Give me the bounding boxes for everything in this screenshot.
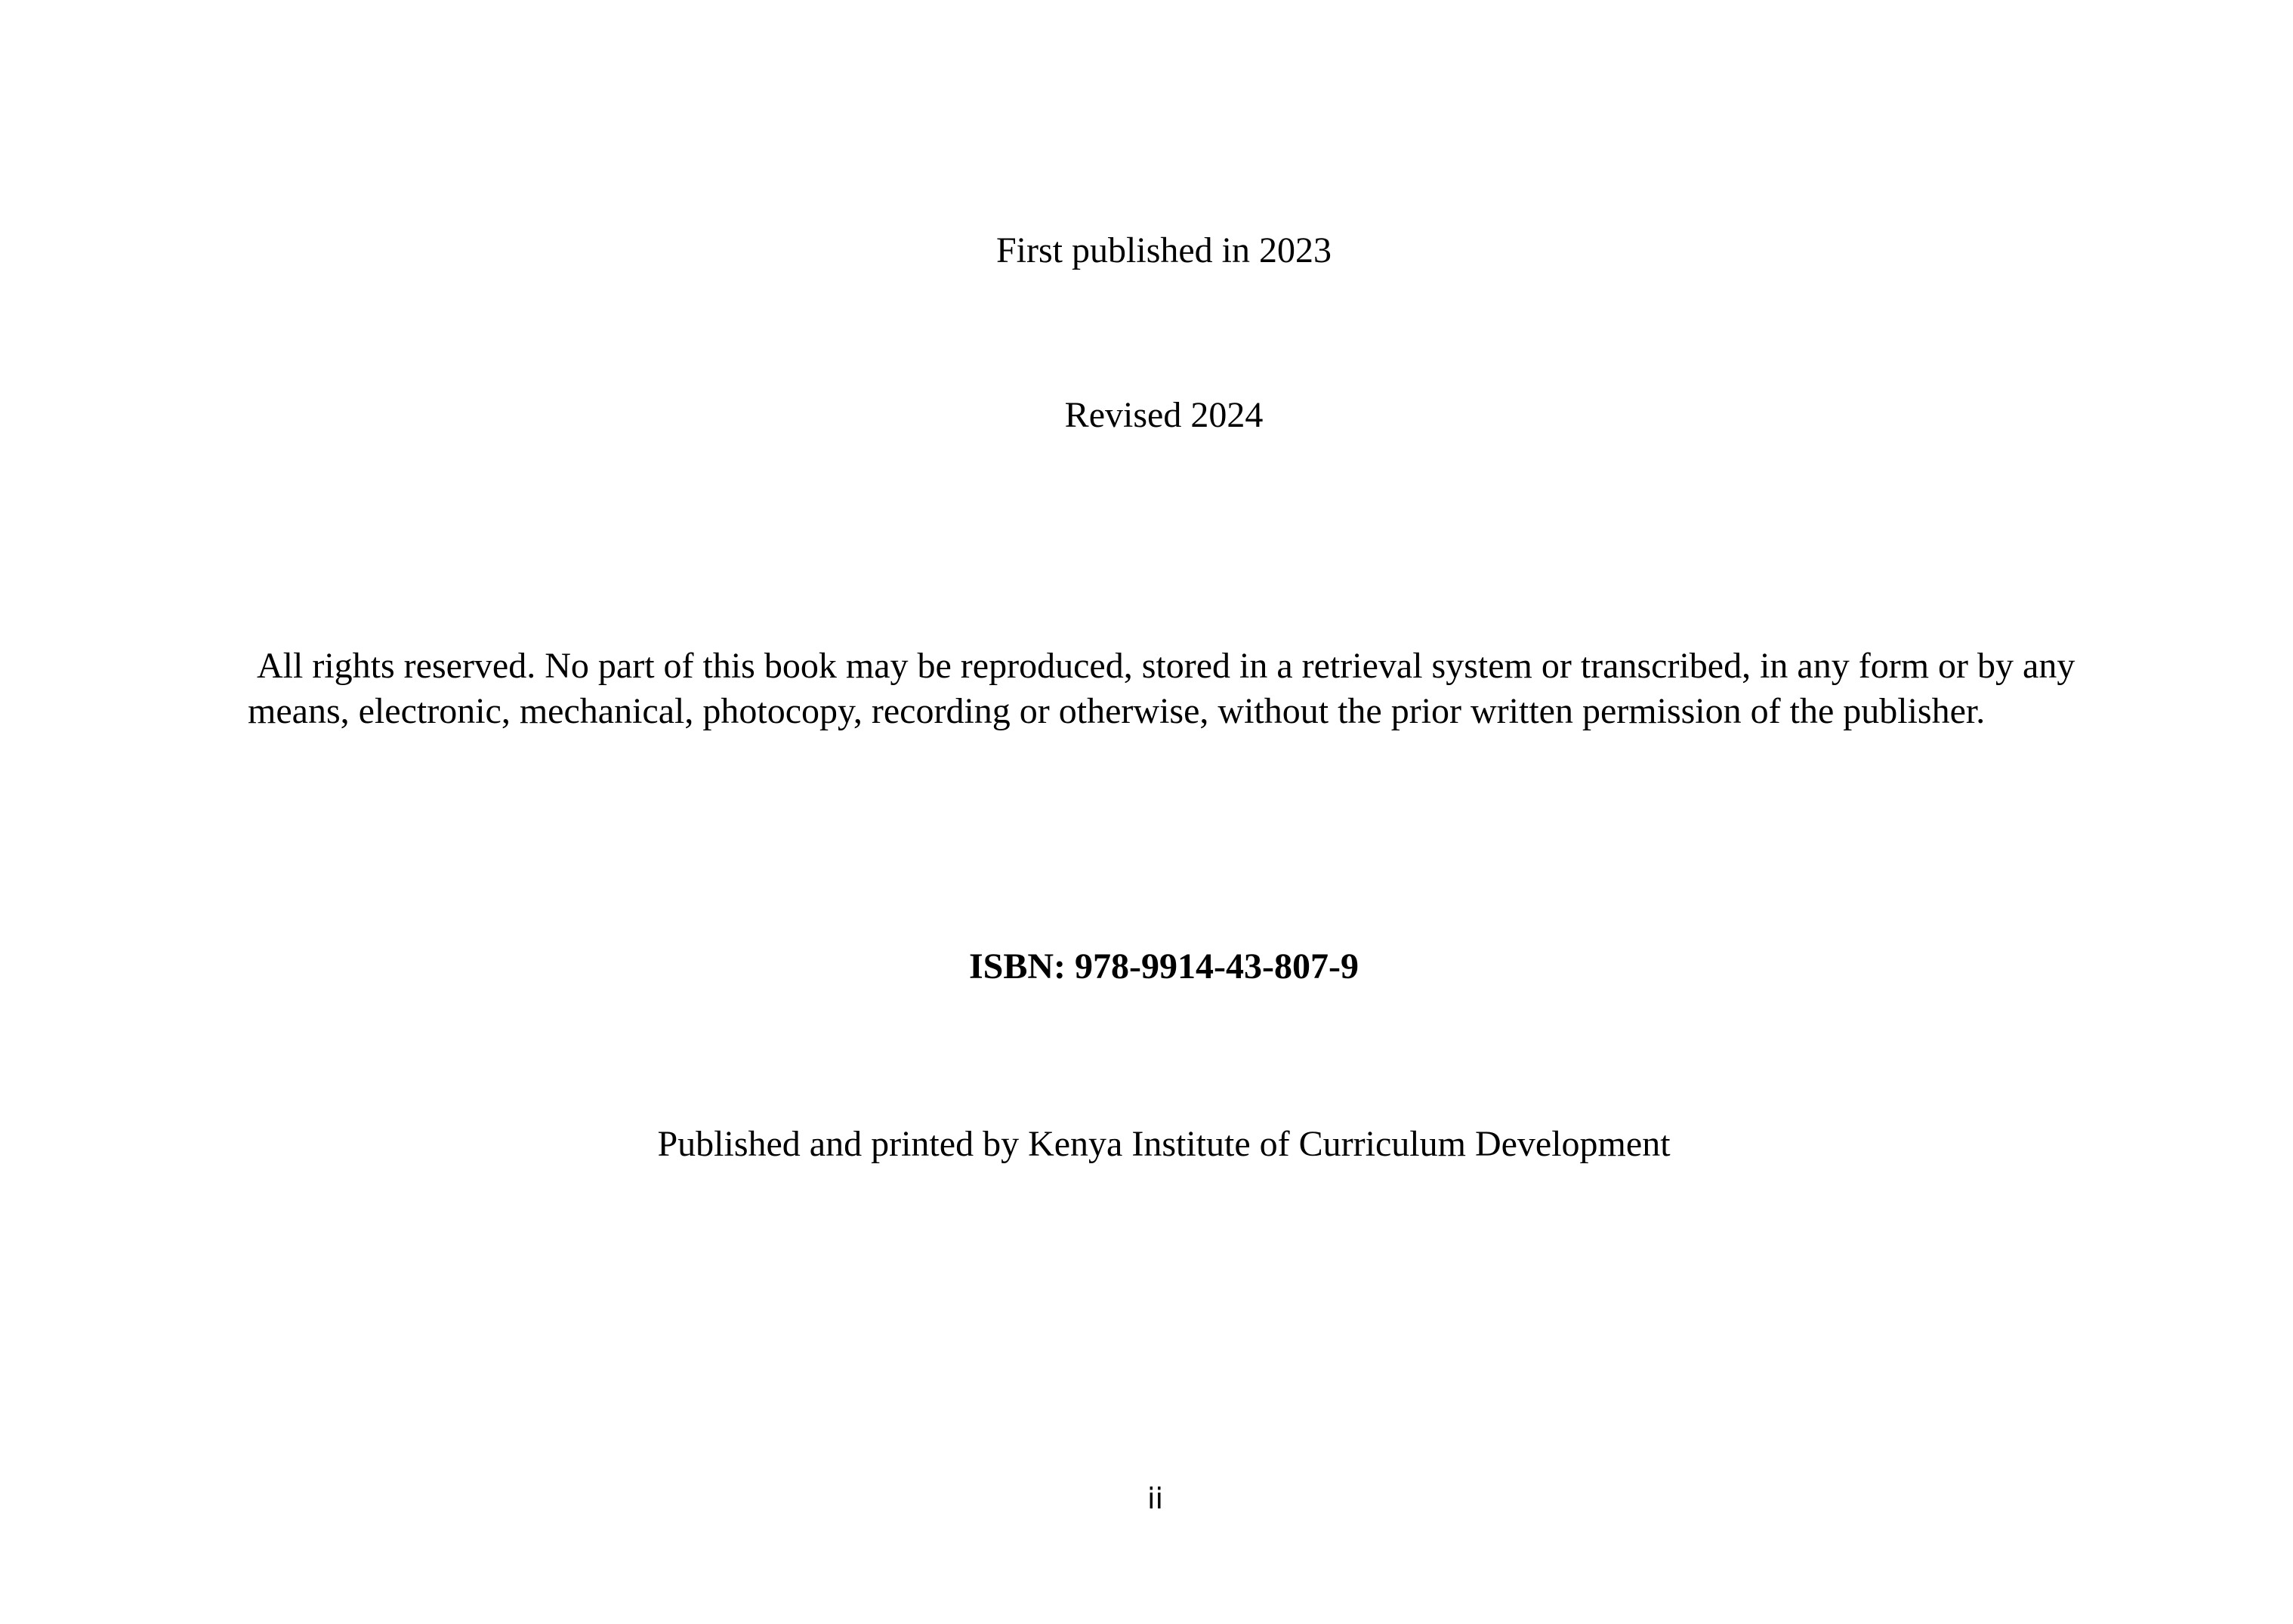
revised-line: Revised 2024 [1064,395,1264,435]
page-number: ii [1146,1482,1164,1515]
rights-notice-line-1: All rights reserved. No part of this book may be reproduced, stored in a retrieval system or transcribed, in any form or by any [257,646,2075,686]
rights-notice [248,644,2196,734]
isbn: ISBN: 978-9914-43-807-9 [969,946,1359,986]
first-published-line: First published in 2023 [995,230,1332,270]
rights-notice-line-2: means, electronic, mechanical, photocopy, recording or otherwise, without the prior written permission of the publisher. [248,691,1986,731]
publisher-line: Published and printed by Kenya Institute of Curriculum Development [657,1124,1671,1164]
